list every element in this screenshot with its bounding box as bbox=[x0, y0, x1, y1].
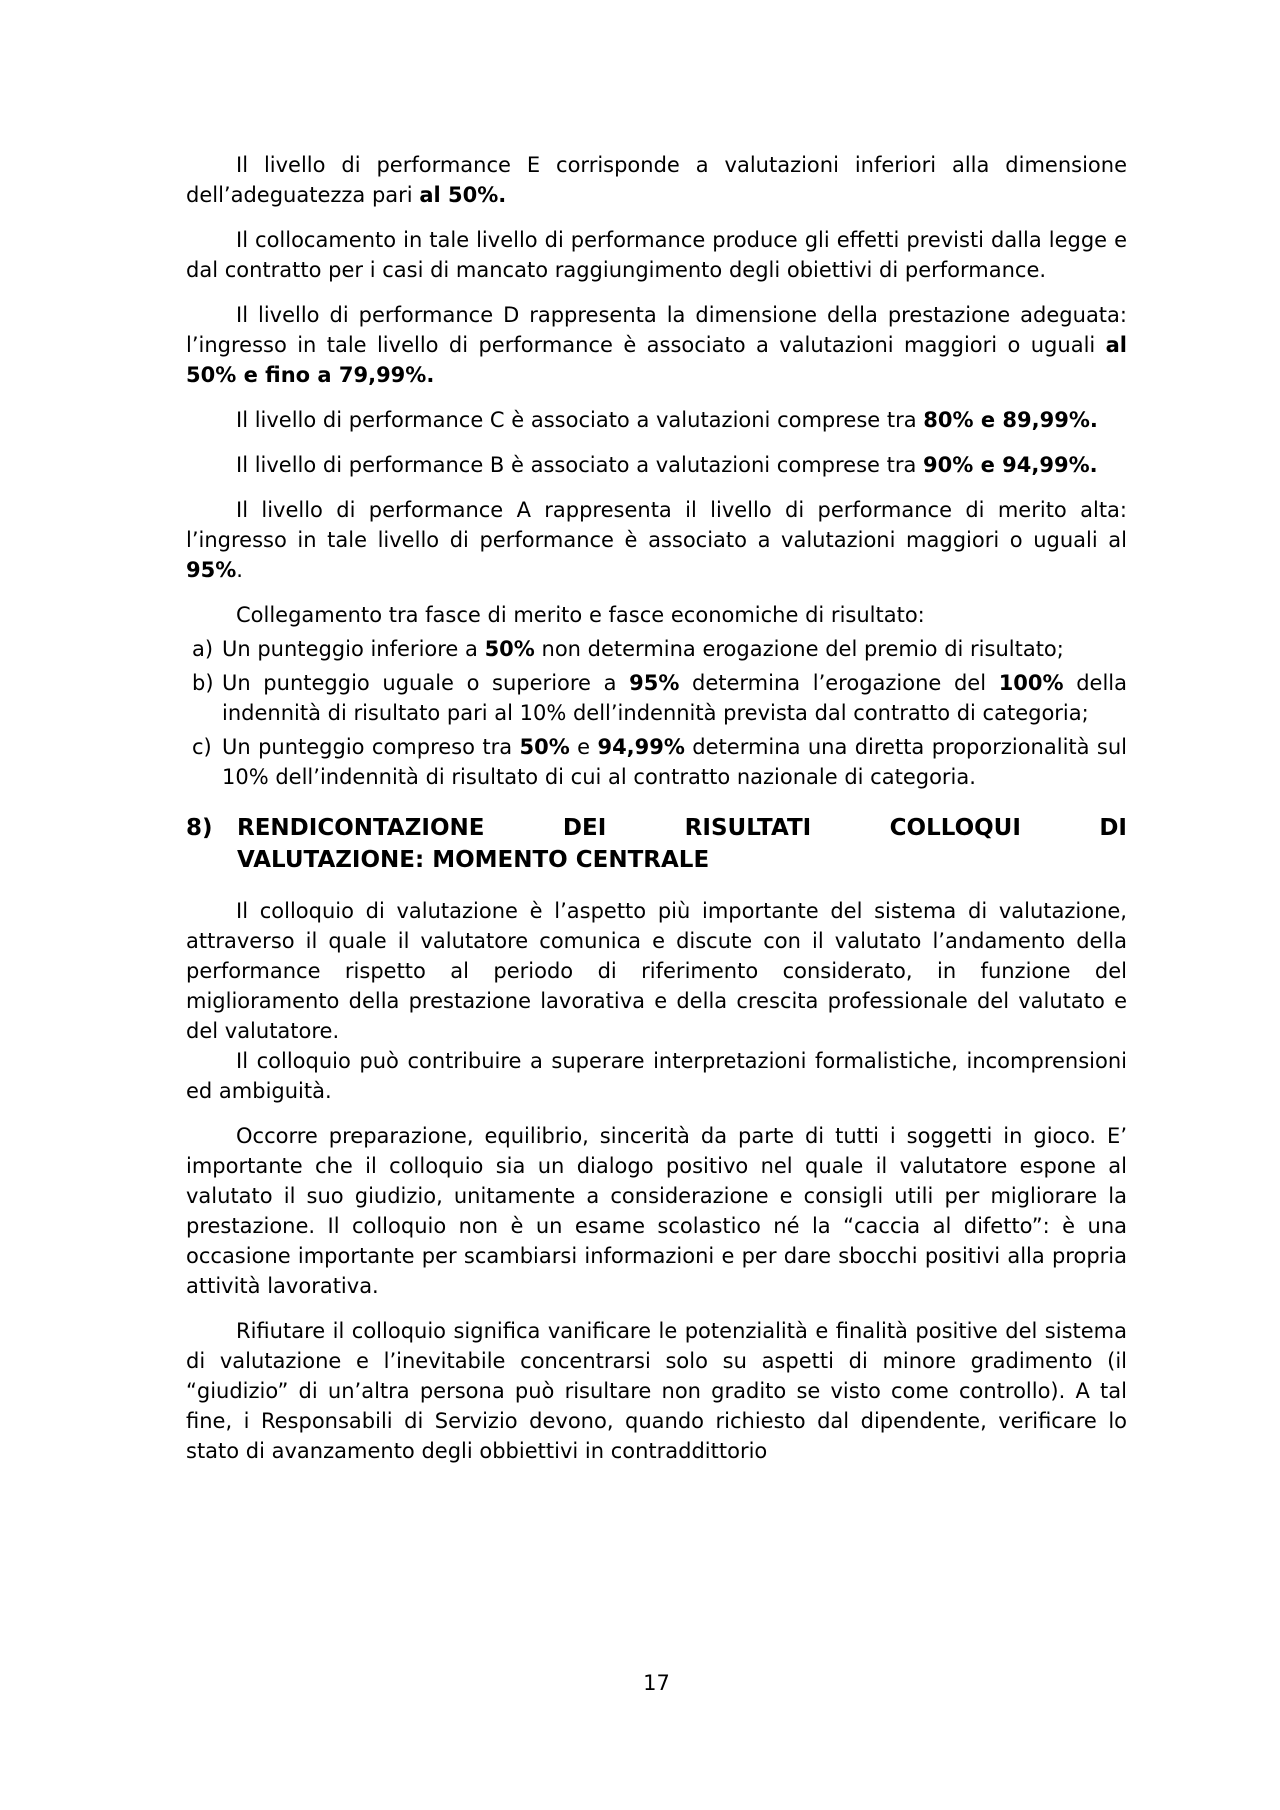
paragraph bbox=[186, 1121, 1127, 1301]
text-run: Il collocamento in tale livello di performance produce gli effetti previsti dalla legge e dal contratto per i casi di mancato raggiungimento degli obiettivi di performance. bbox=[186, 228, 1127, 282]
text-run: Un punteggio compreso tra bbox=[222, 735, 520, 759]
text-run: Occorre preparazione, equilibrio, sincerità da parte di tutti i soggetti in gioco. E’ importante che il colloquio sia un dialogo positivo nel quale il valutatore espone al valutato il suo giudizio, unitamente a considerazione e consigli utili per migliorare la prestazione. Il colloquio non è un esame scolastico né la “caccia al difetto”: è una occasione importante per scambiarsi informazioni e per dare sbocchi positivi alla propria attività lavorativa. bbox=[186, 1124, 1127, 1298]
paragraph bbox=[186, 225, 1127, 285]
paragraph bbox=[186, 405, 1127, 435]
paragraph bbox=[186, 495, 1127, 585]
document-page-body bbox=[186, 150, 1127, 1481]
heading-line: VALUTAZIONE: MOMENTO CENTRALE bbox=[237, 847, 710, 873]
list-marker: c) bbox=[192, 735, 212, 759]
bold-text-run: al 50%. bbox=[419, 183, 507, 207]
section-heading bbox=[186, 812, 1127, 876]
text-run: . bbox=[236, 558, 243, 582]
text-run: Il livello di performance C è associato a valutazioni comprese tra bbox=[236, 408, 924, 432]
list-item bbox=[186, 668, 1127, 728]
bold-text-run: 95% bbox=[629, 671, 680, 695]
text-run: Il livello di performance A rappresenta il livello di performance di merito alta: l’ingresso in tale livello di performance è associato a valutazioni maggiori o uguali al bbox=[186, 498, 1127, 552]
list-marker: a) bbox=[192, 637, 214, 661]
bold-text-run: 90% e 94,99%. bbox=[923, 453, 1098, 477]
paragraph bbox=[186, 450, 1127, 480]
text-run: Un punteggio uguale o superiore a bbox=[222, 671, 630, 695]
paragraph bbox=[186, 896, 1127, 1046]
bold-text-run: 94,99% bbox=[597, 735, 685, 759]
text-run: Rifiutare il colloquio significa vanificare le potenzialità e finalità positive del sistema di valutazione e l’inevitabile concentrarsi solo su aspetti di minore gradimento (il “giudizio” di un’altra persona può risultare non gradito se visto come controllo). A tal fine, i Responsabili di Servizio devono, quando richiesto dal dipendente, verificare lo stato di avanzamento degli obbiettivi in contraddittorio bbox=[186, 1319, 1127, 1463]
paragraph bbox=[186, 300, 1127, 390]
heading-number: 8) bbox=[186, 815, 213, 841]
paragraph bbox=[186, 1046, 1127, 1106]
text-run: e bbox=[569, 735, 598, 759]
bold-text-run: 100% bbox=[998, 671, 1064, 695]
bold-text-run: al 50% e fino a 79,99%. bbox=[186, 333, 1127, 387]
list-item bbox=[186, 634, 1127, 664]
heading-line: RENDICONTAZIONE DEI RISULTATI COLLOQUI DI bbox=[237, 815, 1127, 841]
text-run: della indennità di risultato pari al 10% dell’indennità prevista dal contratto di categoria; bbox=[222, 671, 1127, 725]
text-run: Il colloquio di valutazione è l’aspetto più importante del sistema di valutazione, attraverso il quale il valutatore comunica e discute con il valutato l’andamento della performance rispetto al periodo di riferimento considerato, in funzione del miglioramento della prestazione lavorativa e della crescita professionale del valutato e del valutatore. bbox=[186, 899, 1127, 1043]
text-run: Il colloquio può contribuire a superare interpretazioni formalistiche, incomprensioni ed ambiguità. bbox=[186, 1049, 1127, 1103]
text-run: determina una diretta proporzionalità sul 10% dell’indennità di risultato di cui al contratto nazionale di categoria. bbox=[222, 735, 1127, 789]
bold-text-run: 95% bbox=[186, 558, 237, 582]
text-run: Il livello di performance E corrisponde a valutazioni inferiori alla dimensione dell’adeguatezza pari bbox=[186, 153, 1127, 207]
text-run: determina l’erogazione del bbox=[679, 671, 999, 695]
page-number: 17 bbox=[643, 1671, 670, 1695]
paragraph bbox=[186, 150, 1127, 210]
paragraph bbox=[186, 1316, 1127, 1466]
text-run: Collegamento tra fasce di merito e fasce economiche di risultato: bbox=[236, 603, 925, 627]
paragraph bbox=[186, 600, 1127, 630]
bold-text-run: 50% bbox=[484, 637, 535, 661]
text-run: Un punteggio inferiore a bbox=[222, 637, 485, 661]
list-marker: b) bbox=[192, 671, 214, 695]
text-run: Il livello di performance D rappresenta la dimensione della prestazione adeguata: l’ingresso in tale livello di performance è associato a valutazioni maggiori o uguali bbox=[186, 303, 1127, 357]
text-run: Il livello di performance B è associato a valutazioni comprese tra bbox=[236, 453, 924, 477]
bold-text-run: 50% bbox=[519, 735, 570, 759]
bold-text-run: 80% e 89,99%. bbox=[923, 408, 1098, 432]
text-run: non determina erogazione del premio di risultato; bbox=[534, 637, 1064, 661]
list-item bbox=[186, 732, 1127, 792]
